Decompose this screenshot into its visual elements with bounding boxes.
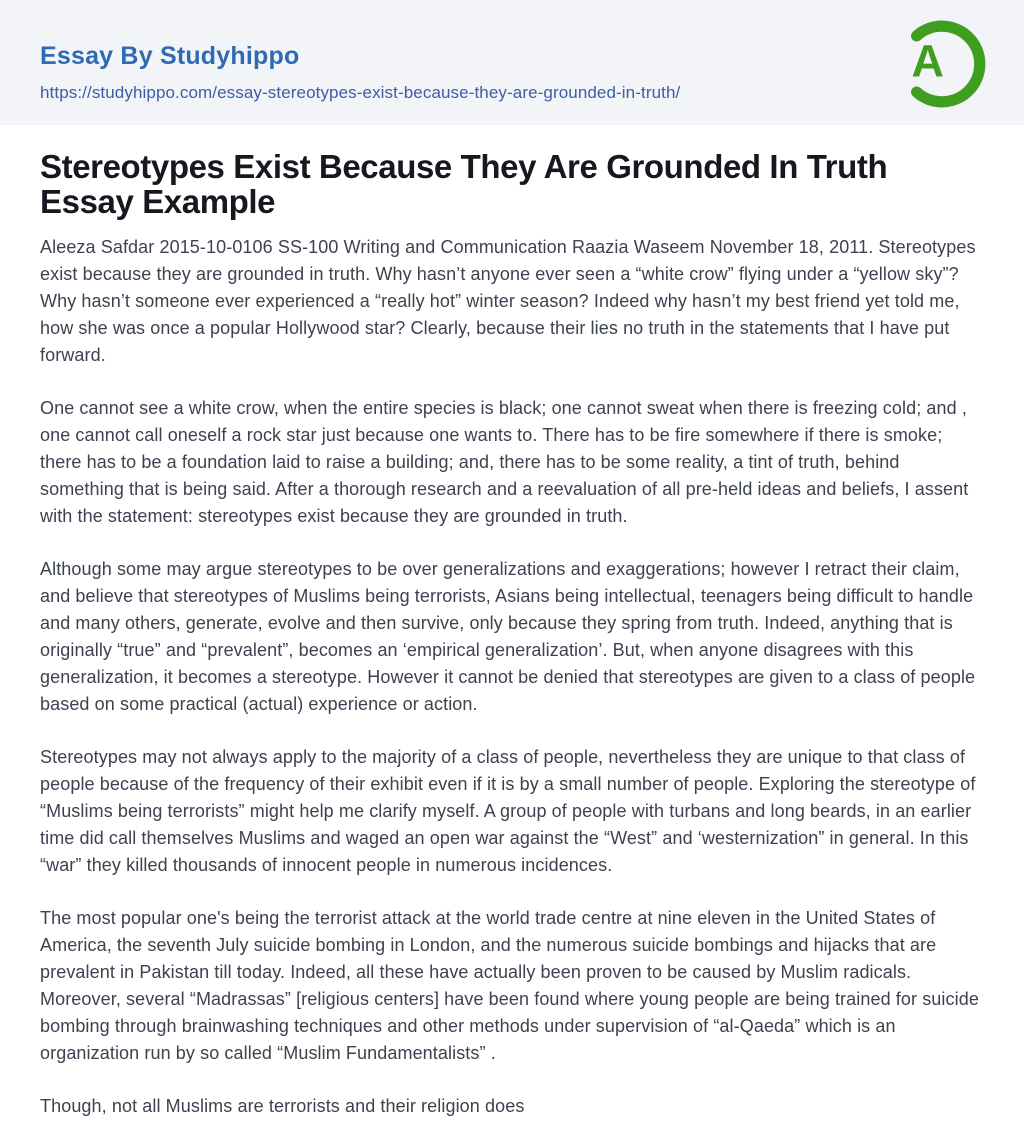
article-paragraph-5: The most popular one's being the terrorist attack at the world trade centre at nine eleven in the United States of America, the seventh July suicide bombing in London, and the numerous suicide bombings and hijacks that are prevalent in Pakistan till today. Indeed, all these have actually been proven to be caused by Muslim radicals. Moreover, several “Madrassas” [religious centers] have been found where young people are being trained for suicide bombing through brainwashing techniques and other methods under supervision of “al-Qaeda” which is an organization run by so called “Muslim Fundamentalists” . <box>40 908 979 1064</box>
logo-letter: A <box>911 35 944 87</box>
site-title: Essay By Studyhippo <box>40 42 300 70</box>
article-title: Stereotypes Exist Because They Are Grounded In Truth Essay Example <box>40 148 888 220</box>
article-paragraph-3: Although some may argue stereotypes to be over generalizations and exaggerations; however I retract their claim, and believe that stereotypes of Muslims being terrorists, Asians being intellectual, teenagers being difficult to handle and many others, generate, evolve and then survive, only because they spring from truth. Indeed, anything that is originally “true” and “prevalent”, becomes an ‘empirical generalization’. But, when anyone disagrees with this generalization, it becomes a stereotype. However it cannot be denied that stereotypes are given to a class of people based on some practical (actual) experience or action. <box>40 559 976 715</box>
page-url-link[interactable]: https://studyhippo.com/essay-stereotypes-exist-because-they-are-grounded-in-truth/ <box>40 83 681 102</box>
article-paragraph-1: Aleeza Safdar 2015-10-0106 SS-100 Writing and Communication Raazia Waseem November 18, 2011. Stereotypes exist because they are grounded in truth. Why hasn’t anyone ever seen a “white crow” flying under a “yellow sky”? Why hasn’t someone ever experienced a “really hot” winter season? Indeed why hasn’t my best friend yet told me, how she was once a popular Hollywood star? Clearly, because their lies no truth in the statements that I have put forward. <box>40 237 976 366</box>
article-paragraph-4: Stereotypes may not always apply to the majority of a class of people, nevertheless they are unique to that class of people because of the frequency of their exhibit even if it is by a small number of people. Exploring the stereotype of “Muslims being terrorists” might help me clarify myself. A group of people with turbans and long beards, in an earlier time did call themselves Muslims and waged an open war against the “West” and ‘westernization” in general. In this “war” they killed thousands of innocent people in numerous incidences. <box>40 747 976 876</box>
article-paragraph-2: One cannot see a white crow, when the entire species is black; one cannot sweat when there is freezing cold; and , one cannot call oneself a rock star just because one wants to. There has to be fire somewhere if there is smoke; there has to be a foundation laid to raise a building; and, there has to be some reality, a tint of truth, behind something that is being said. After a thorough research and a reevaluation of all pre-held ideas and beliefs, I assent with the statement: stereotypes exist because they are grounded in truth. <box>40 398 969 527</box>
article-paragraph-6: Though, not all Muslims are terrorists and their religion does <box>40 1096 525 1117</box>
page-header <box>0 0 1024 125</box>
essay-content <box>0 125 1024 1120</box>
logo-arc-icon <box>896 18 988 110</box>
header-text-block <box>40 42 984 103</box>
studyhippo-logo[interactable] <box>896 18 988 110</box>
